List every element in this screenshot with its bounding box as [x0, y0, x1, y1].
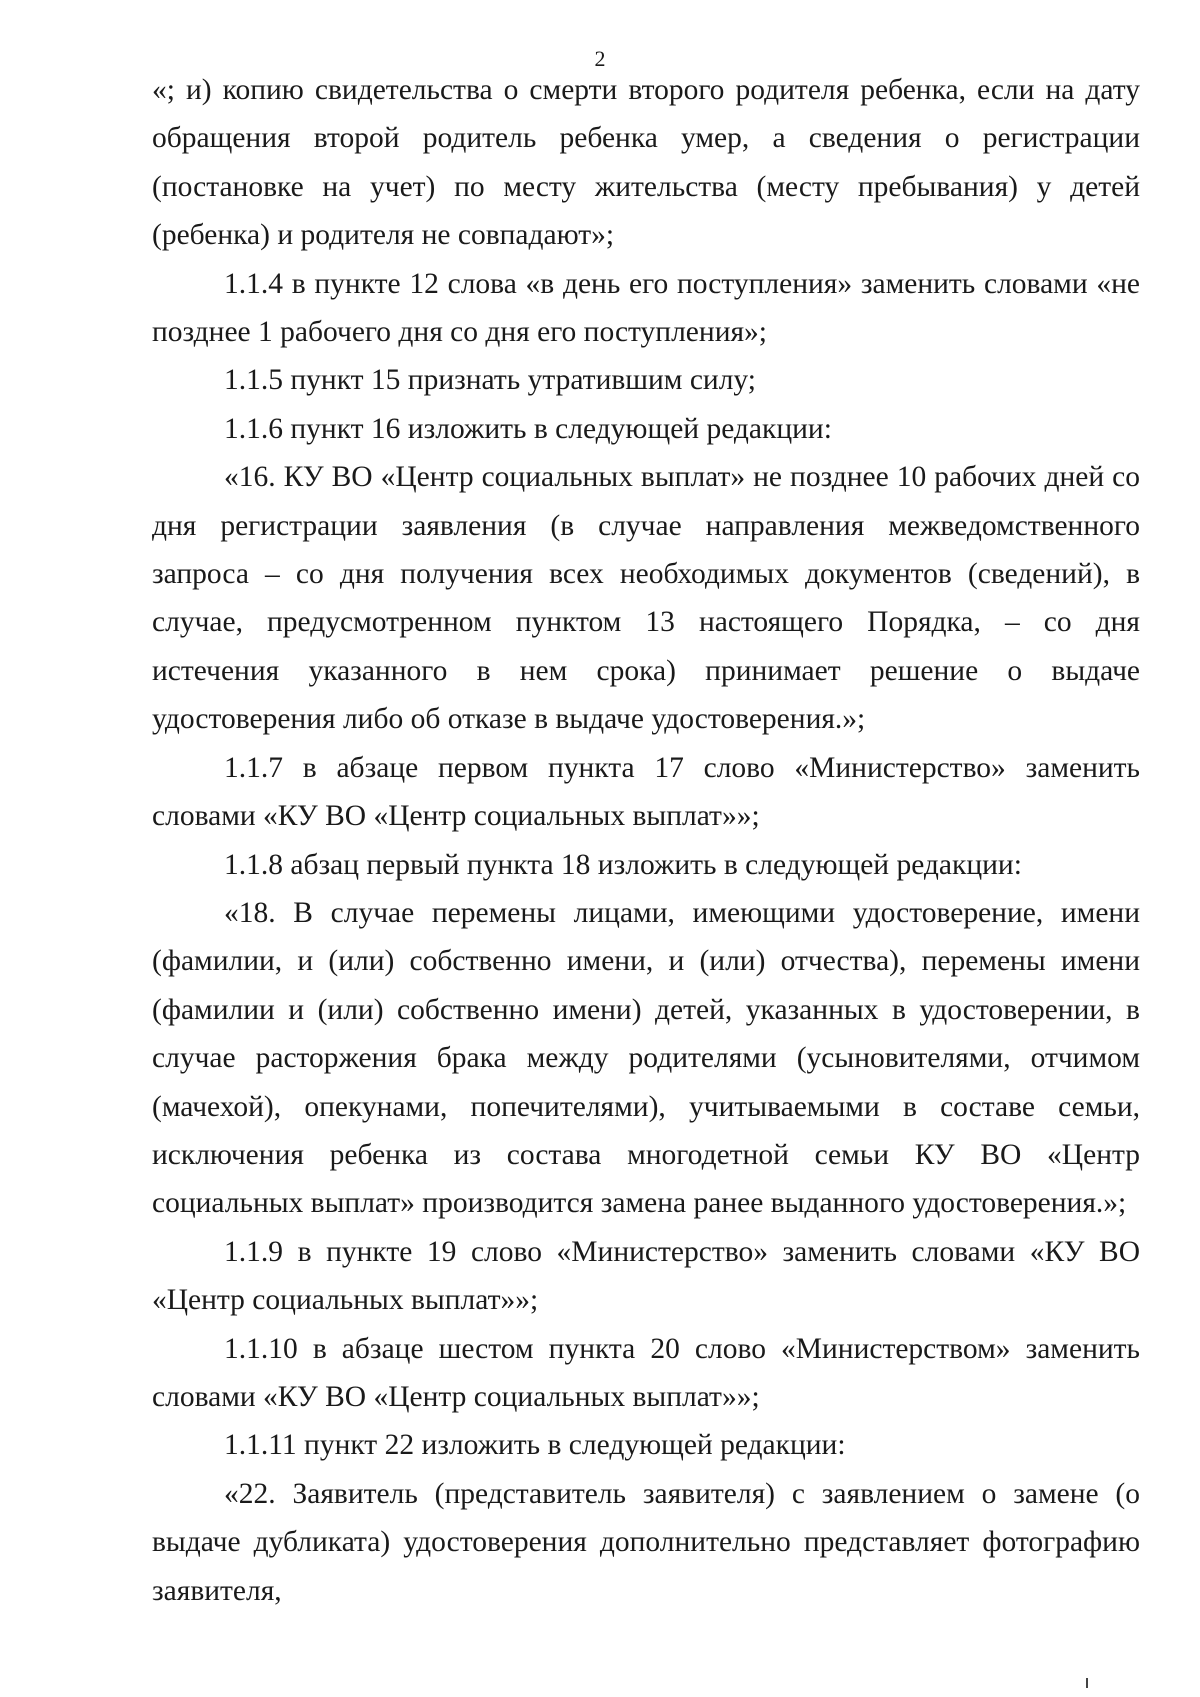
paragraph-1-1-8: 1.1.8 абзац первый пункта 18 изложить в следующей редакции: [224, 848, 1022, 881]
paragraph-continuation-item-i: «; и) копию свидетельства о смерти второго родителя ребенка, если на дату обращения второй родитель ребенка умер, а сведения о регистрации (постановке на учет) по месту жительства (месту пребывания) у детей (ребенка) и родителя не совпадают»; [152, 74, 1140, 252]
paragraph-point-22-text: «22. Заявитель (представитель заявителя) с заявлением о замене (о выдаче дубликата) удостоверения дополнительно представляет фотографию заявителя, [152, 1477, 1140, 1607]
page-number: 2 [594, 46, 606, 71]
paragraph-1-1-10: 1.1.10 в абзаце шестом пункта 20 слово «Министерством» заменить словами «КУ ВО «Центр социальных выплат»»; [152, 1332, 1140, 1413]
paragraph-1-1-7: 1.1.7 в абзаце первом пункта 17 слово «Министерство» заменить словами «КУ ВО «Центр социальных выплат»»; [152, 751, 1140, 833]
paragraph-point-16-text: «16. КУ ВО «Центр социальных выплат» не позднее 10 рабочих дней со дня регистрации заявления (в случае направления межведомственного запроса – со дня получения всех необходимых документов (сведений), в случае, предусмотренном пунктом 13 настоящего Порядка, – со дня истечения указанного в нем срока) принимает решение о выдаче удостоверения либо об отказе в выдаче удостоверения.»; [152, 461, 1140, 736]
document-body [152, 66, 1140, 1615]
paragraph-1-1-5: 1.1.5 пункт 15 признать утратившим силу; [224, 364, 756, 397]
paragraph-1-1-9: 1.1.9 в пункте 19 слово «Министерство» заменить словами «КУ ВО «Центр социальных выплат»»; [152, 1235, 1140, 1317]
scan-mark [1086, 1678, 1088, 1688]
paragraph-1-1-11: 1.1.11 пункт 22 изложить в следующей редакции: [224, 1429, 846, 1462]
paragraph-1-1-4: 1.1.4 в пункте 12 слова «в день его поступления» заменить словами «не позднее 1 рабочего дня со дня его поступления»; [152, 267, 1140, 349]
paragraph-point-18-text: «18. В случае перемены лицами, имеющими удостоверение, имени (фамилии, и (или) собственно имени, и (или) отчества), перемены имени (фамилии и (или) собственно имени) детей, указанных в удостоверении, в случае расторжения брака между родителями (усыновителями, отчимом (мачехой), опекунами, попечителями), учитываемыми в составе семьи, исключения ребенка из состава многодетной семьи КУ ВО «Центр социальных выплат» производится замена ранее выданного удостоверения.»; [152, 896, 1140, 1220]
paragraph-1-1-6: 1.1.6 пункт 16 изложить в следующей редакции: [224, 412, 832, 445]
